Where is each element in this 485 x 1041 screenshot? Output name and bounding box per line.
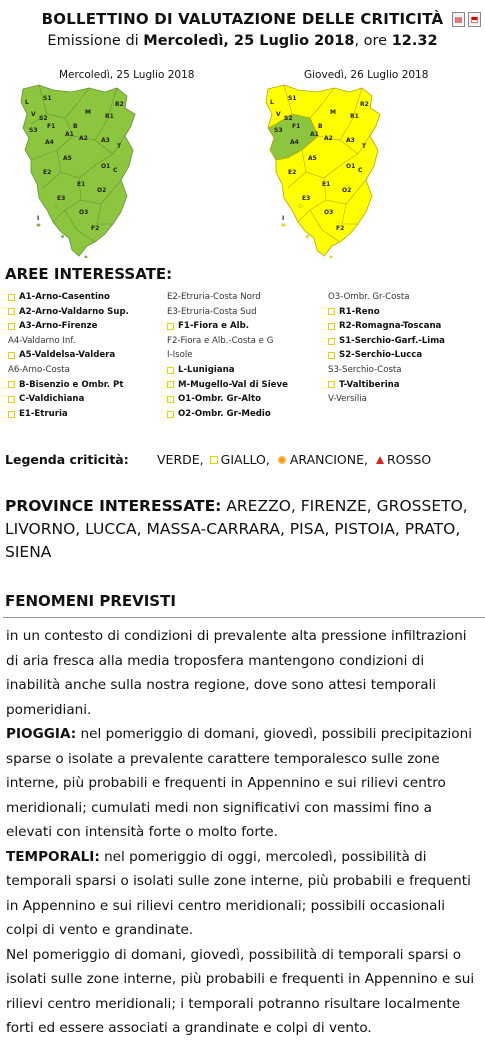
area-item <box>167 334 288 349</box>
area-label: A1-Arno-Casentino <box>19 292 110 302</box>
aree-column-3 <box>328 290 445 407</box>
area-item <box>328 334 445 349</box>
area-item <box>167 305 288 320</box>
yellow-square-icon <box>328 352 335 359</box>
region-label: T <box>117 143 122 150</box>
legenda-rosso: ROSSO <box>386 452 432 467</box>
yellow-square-icon <box>167 411 174 418</box>
region-label: A4 <box>45 139 54 146</box>
region-label: O2 <box>97 187 107 194</box>
yellow-square-icon <box>167 323 174 330</box>
region-label: E1 <box>322 181 331 188</box>
map-label-tomorrow: Giovedì, 26 Luglio 2018 <box>304 69 429 81</box>
temporali-paragraph-2: Nel pomeriggio di domani, giovedì, possibilità di temporali sparsi o isolati sulle zone interne, più probabili e frequenti in Appennino e sui rilievi centro meridionali; i temporali potranno risultare localmente forti ed essere associati a grandinate e colpi di vento. <box>6 946 475 1036</box>
yellow-square-icon <box>328 381 335 388</box>
province-section <box>5 495 475 564</box>
region-label: L <box>270 99 274 106</box>
yellow-square-icon <box>8 381 15 388</box>
area-item <box>328 319 445 334</box>
area-item <box>167 407 288 422</box>
legenda-giallo: GIALLO, <box>220 452 270 467</box>
area-item <box>8 305 129 320</box>
legenda-heading: Legenda criticità: <box>5 452 129 467</box>
region-label: S2 <box>284 115 293 122</box>
region-label: A2 <box>324 135 333 142</box>
region-label: S3 <box>274 127 283 134</box>
yellow-square-icon <box>8 396 15 403</box>
area-item <box>8 334 129 349</box>
region-label: O2 <box>342 187 352 194</box>
area-label: O3-Ombr. Gr-Costa <box>328 292 410 302</box>
area-item <box>328 305 445 320</box>
region-label: F1 <box>47 123 56 130</box>
area-item <box>328 290 445 305</box>
yellow-square-icon <box>328 308 335 315</box>
region-label: T <box>362 143 367 150</box>
yellow-square-icon <box>8 294 15 301</box>
area-label: F2-Fiora e Alb.-Costa e G <box>167 335 274 346</box>
area-item <box>167 319 288 334</box>
region-label: A4 <box>290 139 299 146</box>
region-label: F2 <box>336 225 345 232</box>
map-label-today: Mercoledì, 25 Luglio 2018 <box>59 69 195 81</box>
area-label: R1-Reno <box>339 306 380 317</box>
area-label: O1-Ombr. Gr-Alto <box>178 394 261 405</box>
area-label: A3-Arno-Firenze <box>19 321 98 332</box>
region-label: V <box>31 111 36 118</box>
region-label: L <box>25 99 29 106</box>
region-label: F1 <box>292 123 301 130</box>
region-label: S2 <box>39 115 48 122</box>
area-label: S1-Serchio-Garf.-Lima <box>339 335 445 346</box>
arancione-dot-icon <box>278 456 286 464</box>
area-item <box>8 407 129 422</box>
region-label: O3 <box>324 209 334 216</box>
legenda-verde: VERDE, <box>157 452 204 467</box>
yellow-square-icon <box>167 381 174 388</box>
area-label: V-Versilia <box>328 394 367 405</box>
area-label: I-Isole <box>167 350 193 361</box>
area-label: S3-Serchio-Costa <box>328 364 402 375</box>
region-label: R1 <box>350 113 359 120</box>
region-label: S1 <box>288 95 297 102</box>
area-label: S2-Serchio-Lucca <box>339 350 423 361</box>
area-label: E2-Etruria-Costa Nord <box>167 292 261 302</box>
region-label: A5 <box>63 155 72 162</box>
region-label: S3 <box>29 127 38 134</box>
region-label: B <box>73 123 78 130</box>
area-label: A6-Arno-Costa <box>8 364 70 375</box>
region-label: E2 <box>288 169 297 176</box>
region-label: A3 <box>101 137 110 144</box>
region-label: E3 <box>302 195 311 202</box>
region-label: V <box>276 111 281 118</box>
region-label: I <box>37 215 40 222</box>
area-item <box>328 363 445 378</box>
yellow-square-icon <box>8 308 15 315</box>
area-label: M-Mugello-Val di Sieve <box>178 379 288 390</box>
region-label: A1 <box>65 131 74 138</box>
region-label: R1 <box>105 113 114 120</box>
area-item <box>167 392 288 407</box>
area-item <box>167 290 288 305</box>
area-item <box>167 363 288 378</box>
area-label: A4-Valdarno Inf. <box>8 335 76 346</box>
region-label: R2 <box>115 101 124 108</box>
area-label: F1-Fiora e Alb. <box>178 321 249 332</box>
yellow-square-icon <box>8 352 15 359</box>
pioggia-paragraph: PIOGGIA: nel pomeriggio di domani, giovedì, possibili precipitazioni sparse o isolate a prevalente carattere temporalesco sulle zone interne, più probabili e frequenti in Appennino e sui rilievi centro meridionali; cumulati medi non significativi con massimi fino a elevati con intensità forte o molto forte. <box>6 726 473 840</box>
region-label: B <box>318 123 323 130</box>
yellow-square-icon <box>167 367 174 374</box>
fenomeni-heading: FENOMENI PREVISTI <box>5 592 176 610</box>
region-label: A1 <box>310 131 319 138</box>
area-label: E3-Etruria-Costa Sud <box>167 306 257 317</box>
region-label: I <box>282 215 285 222</box>
area-item <box>328 392 445 407</box>
yellow-square-icon <box>328 323 335 330</box>
fenomeni-text <box>6 624 481 1041</box>
fenomeni-intro: in un contesto di condizioni di prevalente alta pressione infiltrazioni di aria fresca alla media troposfera mantengono condizioni di inabilità anche sulla nostra regione, dove sono attesi temporali pomeridiani. <box>6 628 467 718</box>
region-label: S1 <box>43 95 52 102</box>
area-item <box>8 363 129 378</box>
area-item <box>167 348 288 363</box>
area-label: L-Lunigiana <box>178 364 235 375</box>
region-label: M <box>85 109 91 116</box>
region-label: E3 <box>57 195 66 202</box>
region-label: A2 <box>79 135 88 142</box>
area-label: R2-Romagna-Toscana <box>339 321 442 332</box>
area-item <box>328 348 445 363</box>
aree-column-1 <box>8 290 129 421</box>
divider <box>3 617 485 618</box>
area-item <box>8 319 129 334</box>
legenda-arancione: ARANCIONE, <box>289 452 368 467</box>
region-label: O1 <box>346 163 356 170</box>
tuscany-map-tomorrow <box>262 84 382 258</box>
tuscany-map-today <box>17 84 137 258</box>
region-label: F2 <box>91 225 100 232</box>
area-item <box>167 378 288 393</box>
region-label: E1 <box>77 181 86 188</box>
yellow-square-icon <box>167 396 174 403</box>
area-item <box>8 392 129 407</box>
area-label: A5-Valdelsa-Valdera <box>19 350 116 361</box>
area-item <box>8 348 129 363</box>
yellow-square-icon <box>8 411 15 418</box>
yellow-square-icon <box>8 323 15 330</box>
print-icon[interactable]: ▤ <box>452 12 465 27</box>
area-label: E1-Etruria <box>19 408 68 419</box>
area-label: T-Valtiberina <box>339 379 400 390</box>
province-list: AREZZO, FIRENZE, GROSSETO, LIVORNO, LUCCA, MASSA-CARRARA, PISA, PISTOIA, PRATO, SIENA <box>5 497 468 561</box>
area-label: A2-Arno-Valdarno Sup. <box>19 306 129 317</box>
area-label: B-Bisenzio e Ombr. Pt <box>19 379 124 390</box>
region-label: A3 <box>346 137 355 144</box>
area-label: O2-Ombr. Gr-Medio <box>178 408 271 419</box>
rosso-triangle-icon <box>376 456 384 464</box>
area-item <box>8 290 129 305</box>
aree-heading: AREE INTERESSATE: <box>5 265 173 283</box>
yellow-square-icon <box>328 338 335 345</box>
giallo-square-icon <box>210 456 218 464</box>
area-label: C-Valdichiana <box>19 394 85 405</box>
region-label: M <box>330 109 336 116</box>
area-item <box>8 378 129 393</box>
temporali-paragraph: TEMPORALI: nel pomeriggio di oggi, mercoledì, possibilità di temporali sparsi o isolati sulle zone interne, più probabili e frequenti in Appennino e sui rilievi centro meridionali; possibili occasionali colpi di vento e grandinate. <box>6 848 471 938</box>
region-label: E2 <box>43 169 52 176</box>
region-label: R2 <box>360 101 369 108</box>
aree-column-2 <box>167 290 288 421</box>
area-item <box>328 378 445 393</box>
region-label: C <box>113 167 118 174</box>
region-label: O3 <box>79 209 89 216</box>
pdf-icon[interactable]: ⬒ <box>468 12 481 27</box>
region-label: A5 <box>308 155 317 162</box>
region-label: C <box>358 167 363 174</box>
province-heading: PROVINCE INTERESSATE: <box>5 497 222 515</box>
bulletin-subtitle: Emissione di Mercoledì, 25 Luglio 2018, ore 12.32 <box>47 33 438 49</box>
region-label: O1 <box>101 163 111 170</box>
bulletin-title: BOLLETTINO DI VALUTAZIONE DELLE CRITICITÀ <box>41 10 444 28</box>
